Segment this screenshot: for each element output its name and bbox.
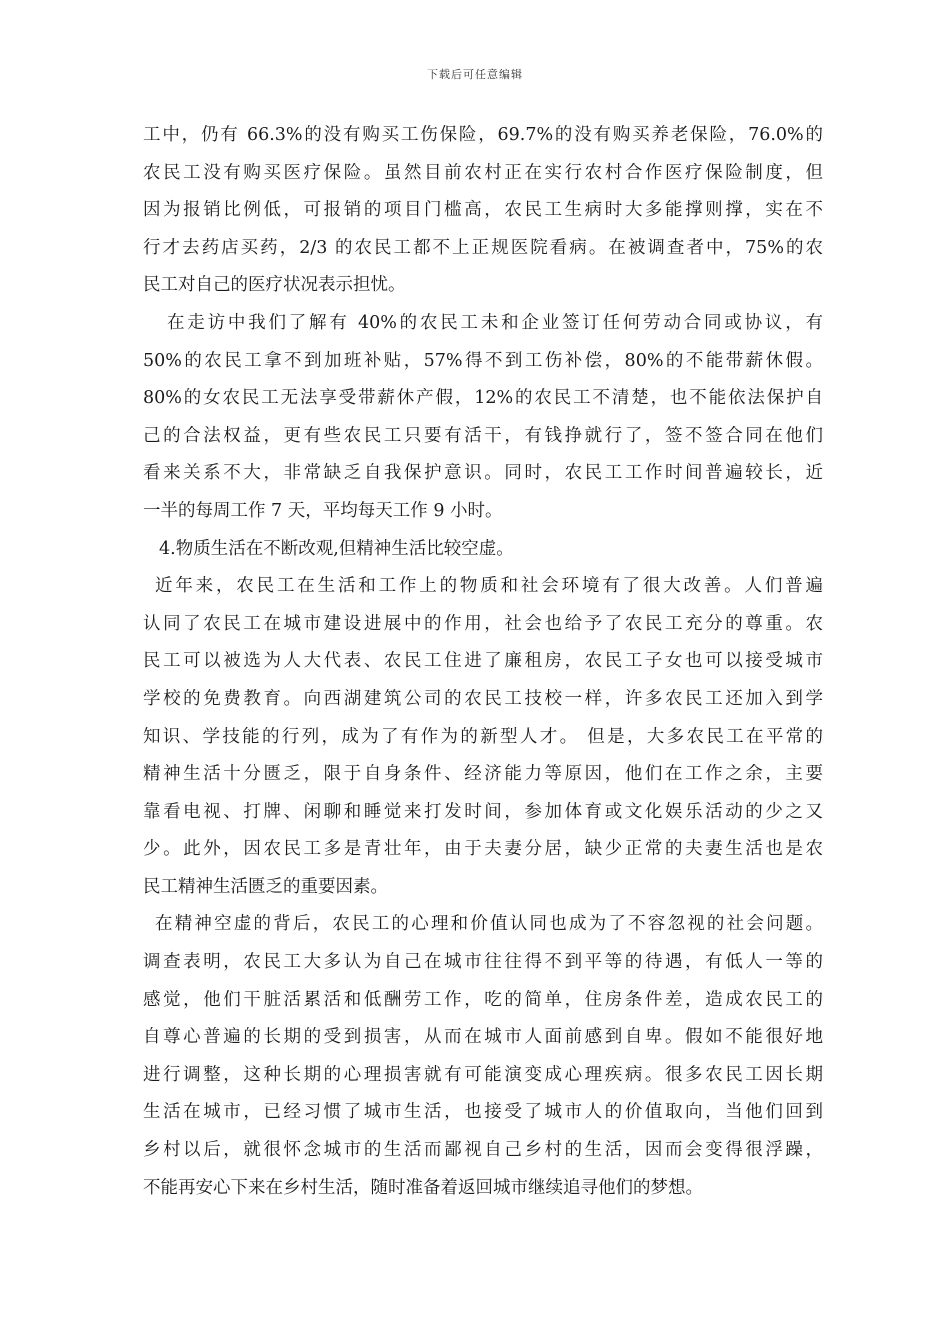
text-line: 行才去药店买药，2/3 的农民工都不上正规医院看病。在被调查者中，75%的农 (143, 237, 823, 258)
text-line: 看来关系不大，非常缺乏自我保护意识。同时，农民工工作时间普遍较长，近 (143, 463, 823, 484)
text-line: 精神生活十分匮乏，限于自身条件、经济能力等原因，他们在工作之余，主要 (143, 764, 823, 785)
text-line: 学校的免费教育。向西湖建筑公司的农民工技校一样，许多农民工还加入到学 (143, 688, 823, 709)
text-line: 认同了农民工在城市建设进展中的作用，社会也给予了农民工充分的尊重。农 (143, 613, 823, 634)
text-line: 自尊心普遍的长期的受到损害，从而在城市人面前感到自卑。假如不能很好地 (143, 1027, 823, 1048)
page-header: 下载后可任意编辑 (427, 68, 523, 81)
text-line: 近年来，农民工在生活和工作上的物质和社会环境有了很大改善。人们普遍 (155, 576, 823, 597)
text-line: 因为报销比例低，可报销的项目门槛高，农民工生病时大多能撑则撑，实在不 (143, 200, 823, 221)
text-line: 农民工没有购买医疗保险。虽然目前农村正在实行农村合作医疗保险制度，但 (143, 162, 823, 183)
text-line: 在走访中我们了解有 40%的农民工未和企业签订任何劳动合同或协议，有 (167, 312, 823, 333)
text-line: 工中，仍有 66.3%的没有购买工伤保险，69.7%的没有购买养老保险，76.0%的 (143, 125, 823, 145)
text-line: 生活在城市，已经习惯了城市生活，也接受了城市人的价值取向，当他们回到 (143, 1102, 823, 1123)
text-line: 民工精神生活匮乏的重要因素。 (143, 876, 388, 897)
text-line: 民工可以被选为人大代表、农民工住进了廉租房，农民工子女也可以接受城市 (143, 651, 823, 672)
document-body (143, 117, 823, 1207)
text-line: 一半的每周工作 7 天，平均每天工作 9 小时。 (143, 500, 503, 521)
text-line: 不能再安心下来在乡村生活，随时准备着返回城市继续追寻他们的梦想。 (143, 1177, 703, 1198)
text-line: 80%的女农民工无法享受带薪休产假，12%的农民工不清楚，也不能依法保护自 (143, 388, 823, 409)
text-line: 知识、学技能的行列，成为了有作为的新型人才。 但是，大多农民工在平常的 (143, 726, 823, 747)
paragraph (143, 117, 823, 305)
text-line: 少。此外，因农民工多是青壮年，由于夫妻分居，缺少正常的夫妻生活也是农 (143, 839, 823, 860)
text-line: 50%的农民工拿不到加班补贴，57%得不到工伤补偿，80%的不能带薪休假。 (143, 350, 823, 371)
paragraph (143, 305, 823, 531)
text-line: 民工对自己的医疗状况表示担忧。 (143, 275, 406, 296)
text-line: 调查表明，农民工大多认为自己在城市往往得不到平等的待遇，有低人一等的 (143, 952, 823, 973)
text-line: 进行调整，这种长期的心理损害就有可能演变成心理疾病。很多农民工因长期 (143, 1064, 823, 1085)
text-line: 感觉，他们干脏活累活和低酬劳工作，吃的简单，住房条件差，造成农民工的 (143, 989, 823, 1010)
text-line: 乡村以后，就很怀念城市的生活而鄙视自己乡村的生活，因而会变得很浮躁， (143, 1140, 823, 1161)
text-line: 4.物质生活在不断改观,但精神生活比较空虚。 (159, 538, 514, 559)
text-line: 在精神空虚的背后，农民工的心理和价值认同也成为了不容忽视的社会问题。 (155, 914, 823, 935)
paragraph (143, 906, 823, 1207)
paragraph (143, 568, 823, 906)
section-heading (143, 531, 823, 569)
text-line: 靠看电视、打牌、闲聊和睡觉来打发时间，参加体育或文化娱乐活动的少之又 (143, 801, 823, 822)
text-line: 己的合法权益，更有些农民工只要有活干，有钱挣就行了，签不签合同在他们 (143, 425, 823, 446)
